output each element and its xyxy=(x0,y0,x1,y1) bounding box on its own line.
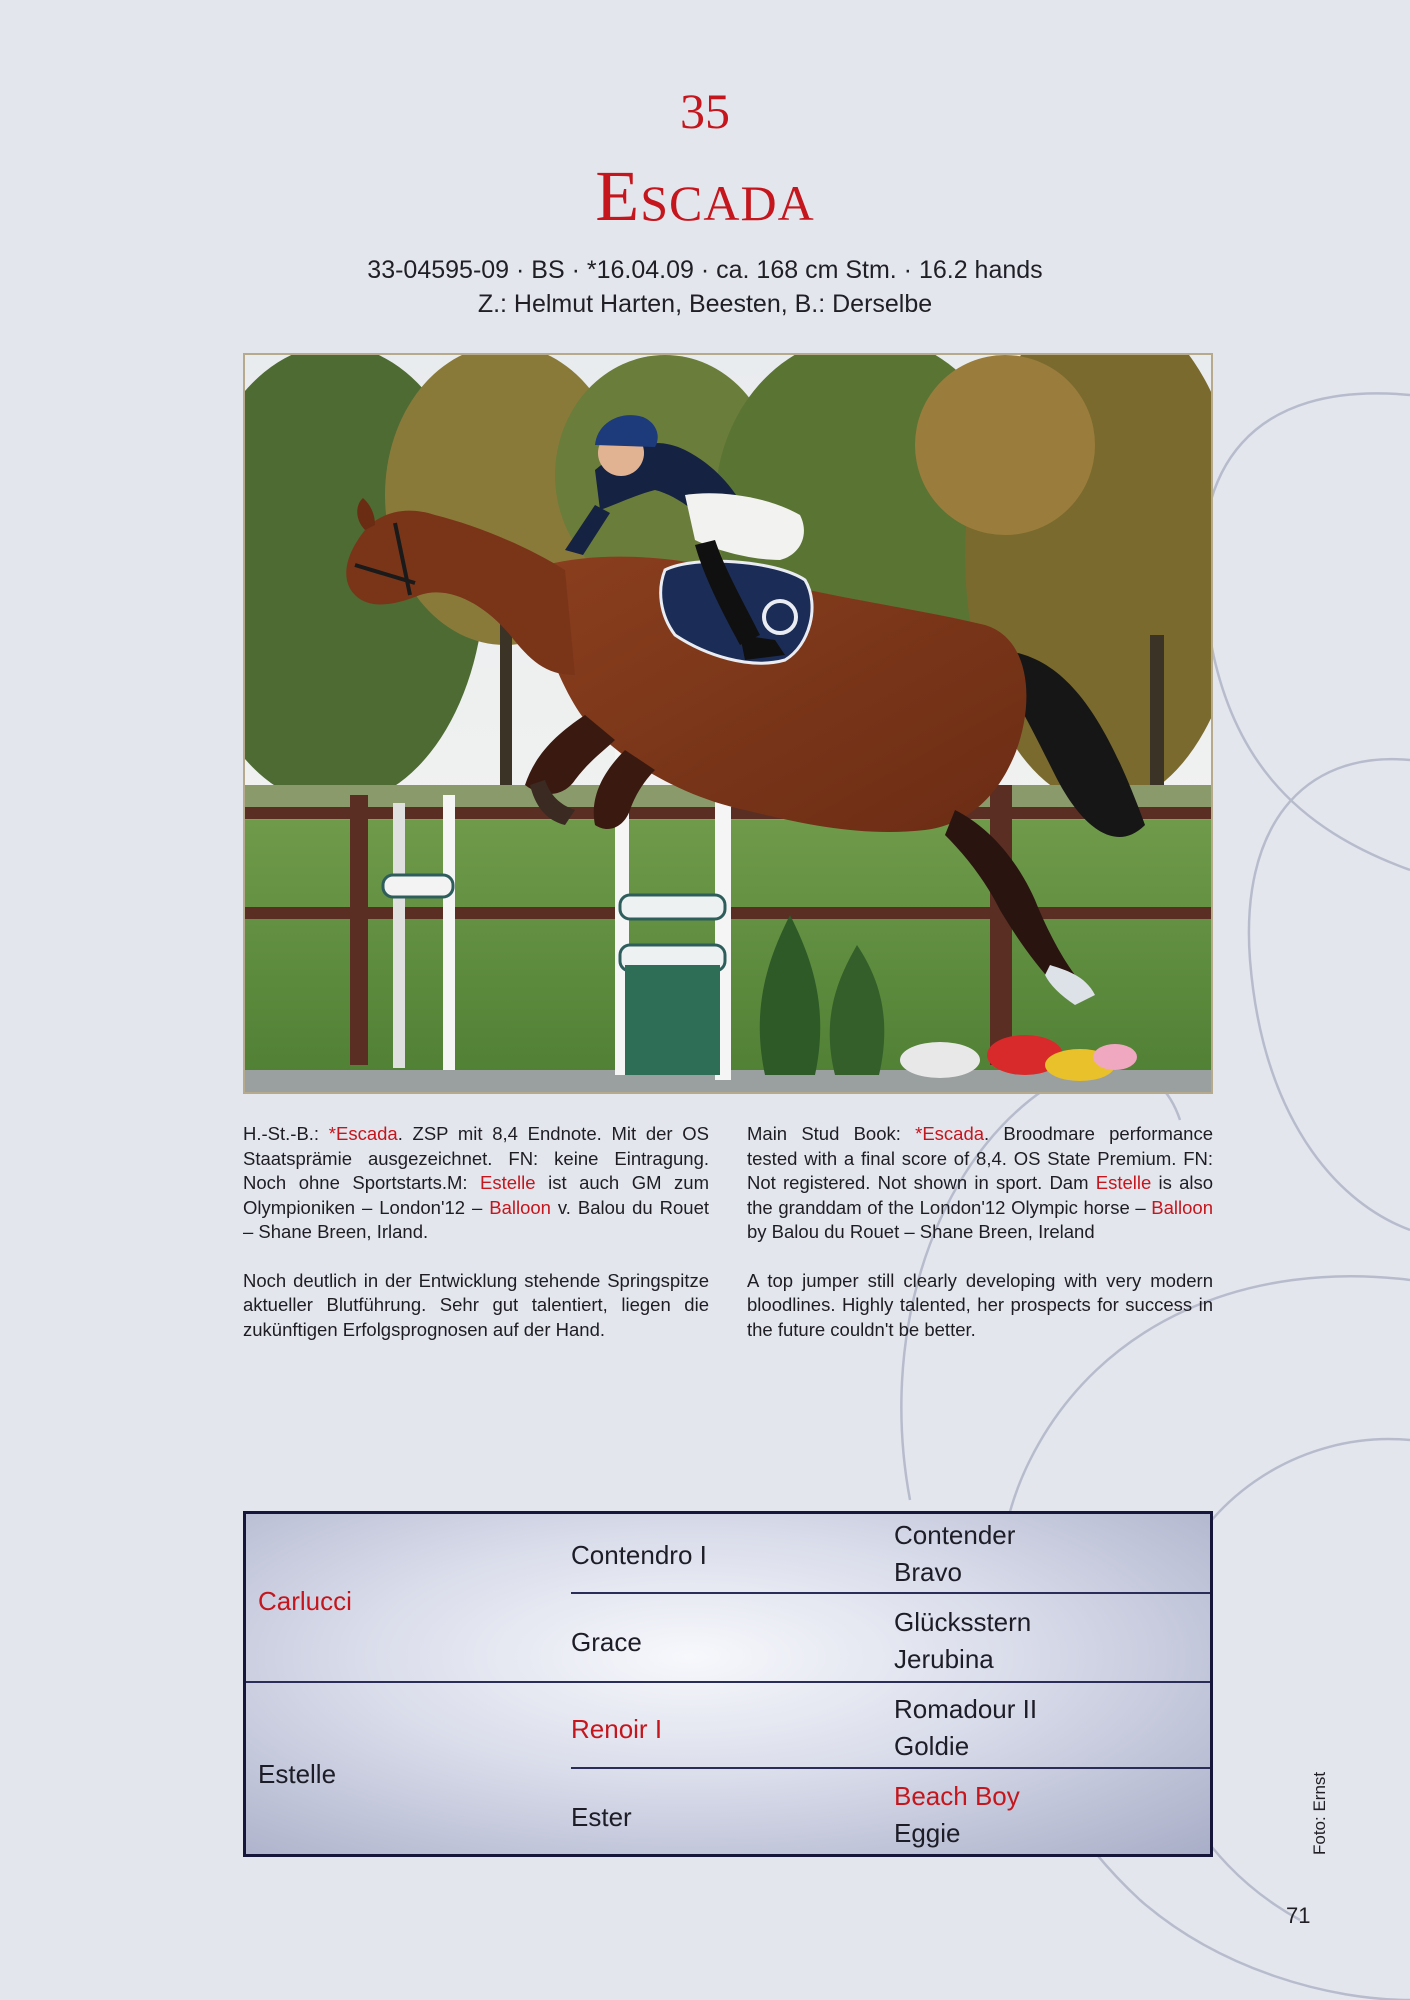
horse-registration-line: 33-04595-09 · BS · *16.04.09 · ca. 168 cm Stm. · 16.2 hands xyxy=(367,256,1043,284)
description-english xyxy=(747,1122,1213,1366)
highlighted-name: *Escada xyxy=(328,1123,398,1144)
pedigree-dam-sire-dam: Goldie xyxy=(894,1731,970,1761)
highlighted-name: Estelle xyxy=(1095,1172,1152,1193)
pedigree-table xyxy=(243,1511,1213,1857)
pedigree-dam: Estelle xyxy=(258,1759,337,1789)
horse-jumping-photo xyxy=(243,353,1213,1094)
description-german xyxy=(243,1122,709,1366)
horse-name: Escada xyxy=(595,156,815,236)
description-english-p2: A top jumper still clearly developing with very modern bloodlines. Highly talented, her prospects for success in the future couldn't be better. xyxy=(747,1269,1213,1340)
photo-credit: Foto: Ernst xyxy=(1310,1771,1329,1855)
pedigree-sire-sire-dam: Bravo xyxy=(894,1557,962,1587)
pedigree-sire-sire: Contendro I xyxy=(571,1540,707,1570)
pedigree-sire-dam-sire: Glücksstern xyxy=(894,1607,1032,1637)
pedigree-sire: Carlucci xyxy=(258,1586,352,1616)
lot-number: 35 xyxy=(680,83,730,139)
breeder-owner-line: Z.: Helmut Harten, Beesten, B.: Derselbe xyxy=(477,290,933,318)
pedigree-dam-dam: Ester xyxy=(571,1802,632,1832)
pedigree-dam-dam-sire: Beach Boy xyxy=(894,1781,1020,1811)
pedigree-divider xyxy=(246,1681,1210,1683)
pedigree-divider xyxy=(571,1592,1210,1594)
pedigree-dam-sire-sire: Romadour II xyxy=(894,1694,1038,1724)
highlighted-name: Balloon xyxy=(489,1196,551,1218)
highlighted-name: *Escada xyxy=(915,1123,985,1144)
description-english-p1: Main Stud Book: *Escada. Broodmare performance tested with a final score of 8,4. OS State Premium. FN: Not registered. Not shown in sport. Dam Estelle is also the granddam of the London'12 Olympic horse – Balloon by Balou du Rouet – Shane Breen, Ireland xyxy=(747,1123,1214,1242)
pedigree-sire-dam: Grace xyxy=(571,1627,642,1657)
pedigree-sire-sire-sire: Contender xyxy=(894,1520,1016,1550)
pedigree-divider xyxy=(571,1767,1210,1769)
description-german-p2: Noch deutlich in der Entwicklung stehende Springspitze aktueller Blutführung. Sehr gut talentiert, liegen die zukünftigen Erfolgsprognosen auf der Hand. xyxy=(243,1269,709,1340)
description-german-p1: H.-St.-B.: *Escada. ZSP mit 8,4 Endnote. Mit der OS Staatsprämie ausgezeichnet. FN: keine Eintragung. Noch ohne Sportstarts.M: Estelle ist auch GM zum Olympioniken – London'12 – Balloon v. Balou du Rouet – Shane Breen, Irland. xyxy=(243,1123,709,1242)
page-number: 71 xyxy=(1286,1903,1311,1928)
pedigree-dam-dam-dam: Eggie xyxy=(894,1818,961,1848)
highlighted-name: Balloon xyxy=(1151,1196,1213,1218)
pedigree-sire-dam-dam: Jerubina xyxy=(894,1644,994,1674)
highlighted-name: Estelle xyxy=(480,1172,536,1193)
pedigree-dam-sire: Renoir I xyxy=(571,1714,663,1744)
